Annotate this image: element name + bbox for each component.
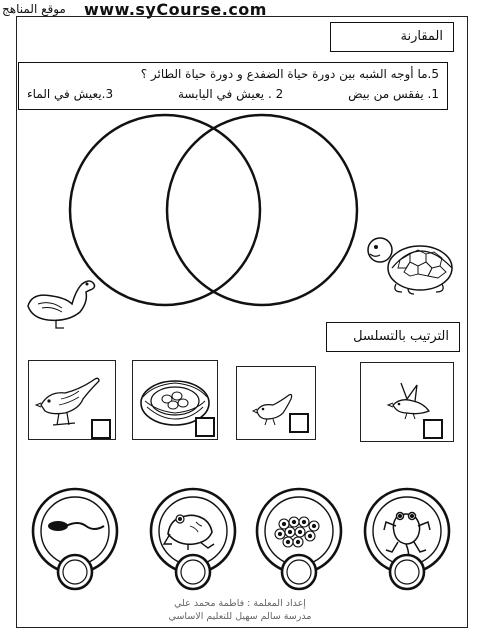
- frog-circle-young[interactable]: [352, 486, 462, 596]
- duck-icon: [22, 270, 98, 332]
- bird-card-baby[interactable]: [236, 366, 316, 440]
- venn-circle-right[interactable]: [167, 115, 357, 305]
- bird-card-adult-checkbox[interactable]: [91, 419, 111, 439]
- flying-bird-icon: [383, 375, 437, 421]
- frog-circle-eggs[interactable]: [244, 486, 354, 596]
- venn-circle-left[interactable]: [70, 115, 260, 305]
- footer-school: مدرسة سالم سهيل للتعليم الاساسي: [168, 611, 312, 622]
- option-1[interactable]: 1. يفقس من بيض: [348, 87, 439, 101]
- frog-circle-frog[interactable]: [138, 486, 248, 596]
- venn-diagram: [60, 112, 380, 312]
- bird-card-flying[interactable]: [360, 362, 454, 442]
- frog-circle-tadpole[interactable]: [20, 486, 130, 596]
- comparison-title: المقارنة: [330, 22, 454, 52]
- site-name: موقع المناهج: [2, 2, 66, 16]
- bird-card-nest-checkbox[interactable]: [195, 417, 215, 437]
- site-url[interactable]: www.syCourse.com: [84, 0, 267, 19]
- bird-card-baby-checkbox[interactable]: [289, 413, 309, 433]
- footer-teacher: إعداد المعلمة : فاطمة محمد علي: [174, 598, 306, 609]
- question-box: [18, 62, 448, 110]
- question-text: 5.ما أوجه الشبه بين دورة حياة الضفدع و دورة حياة الطائر ؟: [140, 67, 439, 81]
- sequence-title: الترتيب بالتسلسل: [326, 322, 460, 352]
- turtle-icon: [362, 228, 462, 300]
- option-3[interactable]: 3.يعيش في الماء: [27, 87, 114, 101]
- footer: [140, 597, 340, 623]
- option-2[interactable]: 2 . يعيش في اليابسة: [177, 87, 284, 101]
- bird-card-flying-checkbox[interactable]: [423, 419, 443, 439]
- bird-card-nest[interactable]: [132, 360, 218, 440]
- bird-card-adult[interactable]: [28, 360, 116, 440]
- options-row: [27, 87, 439, 101]
